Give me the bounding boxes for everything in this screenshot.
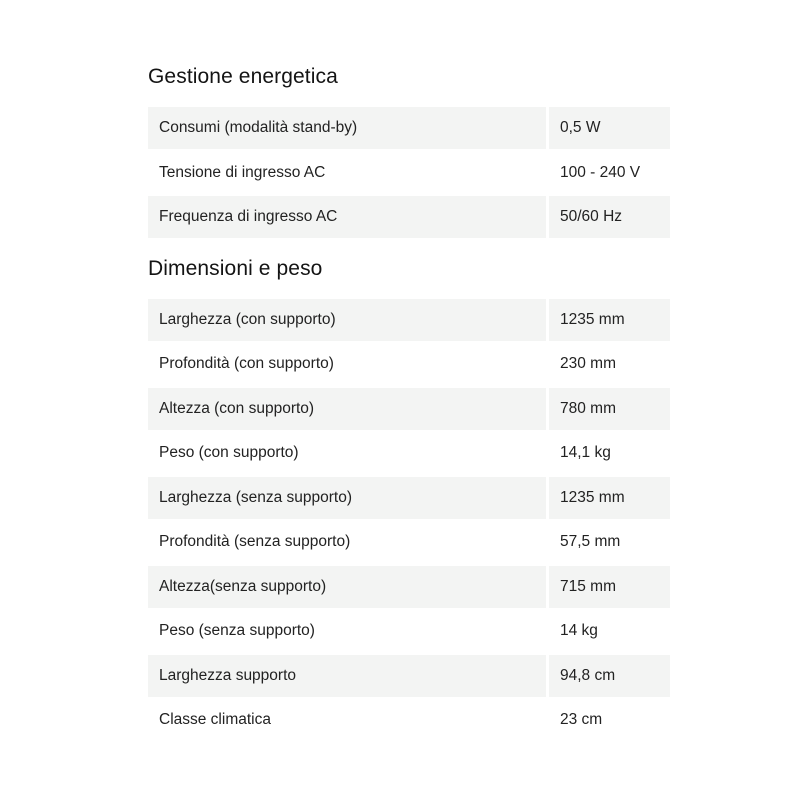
spec-label: Profondità (con supporto) xyxy=(159,355,334,373)
spec-row xyxy=(148,195,670,240)
spec-row xyxy=(148,698,670,743)
spec-label: Larghezza supporto xyxy=(148,655,546,697)
spec-value: 23 cm xyxy=(560,711,603,729)
spec-value: 94,8 cm xyxy=(549,655,670,697)
spec-row xyxy=(148,609,670,654)
spec-value: 100 - 240 V xyxy=(560,163,641,181)
section-dimensions xyxy=(148,254,670,743)
spec-row xyxy=(148,565,670,610)
section-energy xyxy=(148,62,670,240)
spec-row xyxy=(148,342,670,387)
spec-sheet xyxy=(148,62,670,743)
spec-label: Consumi (modalità stand-by) xyxy=(148,107,546,149)
spec-value: 780 mm xyxy=(549,388,670,430)
spec-value: 1235 mm xyxy=(549,477,670,519)
spec-label: Profondità (senza supporto) xyxy=(159,533,351,551)
spec-table-dimensions xyxy=(148,298,670,743)
spec-label: Larghezza (con supporto) xyxy=(148,299,546,341)
spec-row xyxy=(148,106,670,151)
spec-row xyxy=(148,298,670,343)
spec-label: Tensione di ingresso AC xyxy=(159,163,326,181)
spec-label: Frequenza di ingresso AC xyxy=(148,196,546,238)
spec-value: 50/60 Hz xyxy=(549,196,670,238)
spec-value: 715 mm xyxy=(549,566,670,608)
spec-label: Altezza(senza supporto) xyxy=(148,566,546,608)
spec-value: 14 kg xyxy=(560,622,598,640)
spec-value: 230 mm xyxy=(560,355,616,373)
section-title-energy: Gestione energetica xyxy=(148,65,338,88)
spec-row xyxy=(148,476,670,521)
spec-row xyxy=(148,654,670,699)
spec-row xyxy=(148,151,670,196)
spec-label: Altezza (con supporto) xyxy=(148,388,546,430)
spec-value: 57,5 mm xyxy=(560,533,621,551)
spec-label: Classe climatica xyxy=(159,711,271,729)
spec-row xyxy=(148,431,670,476)
spec-row xyxy=(148,520,670,565)
spec-label: Peso (senza supporto) xyxy=(159,622,315,640)
spec-row xyxy=(148,387,670,432)
section-title-dimensions: Dimensioni e peso xyxy=(148,256,323,280)
spec-value: 0,5 W xyxy=(549,107,670,149)
spec-label: Peso (con supporto) xyxy=(159,444,299,462)
spec-label: Larghezza (senza supporto) xyxy=(148,477,546,519)
spec-value: 14,1 kg xyxy=(560,444,611,462)
spec-table-energy xyxy=(148,106,670,240)
spec-value: 1235 mm xyxy=(549,299,670,341)
